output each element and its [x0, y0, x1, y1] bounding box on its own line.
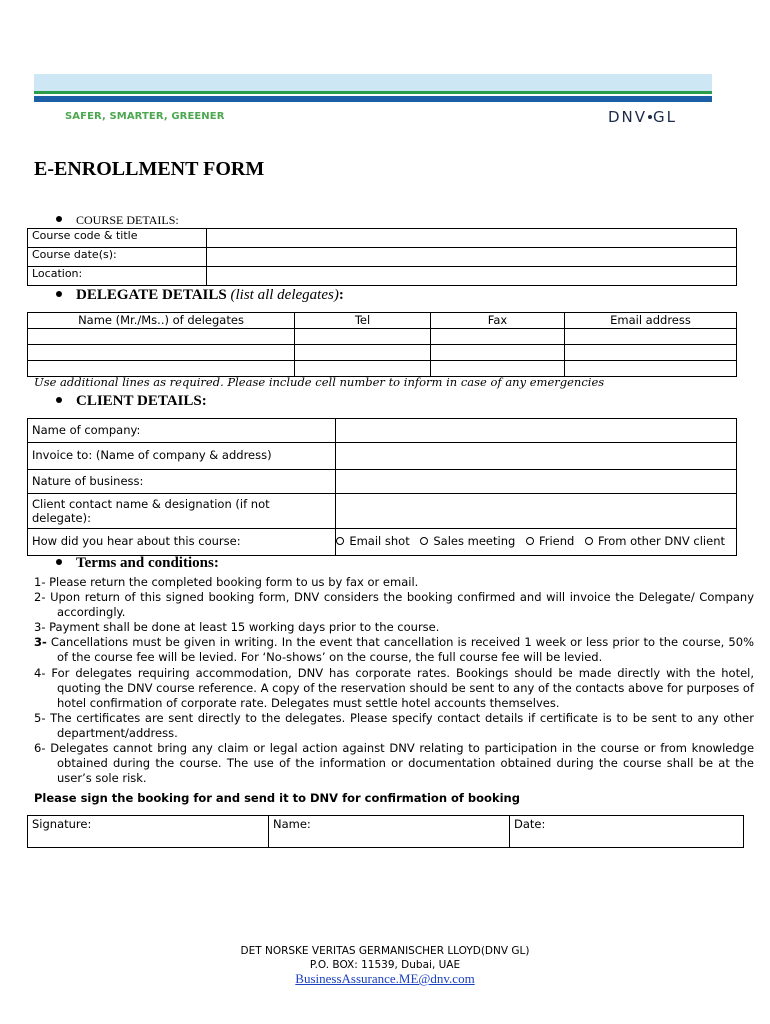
term-text: Please return the completed booking form to us by fax or email.	[49, 575, 419, 589]
delegate-heading-colon: :	[338, 287, 344, 303]
terms-heading	[56, 555, 219, 572]
nature-of-business-field[interactable]	[336, 470, 737, 494]
radio-icon	[336, 537, 344, 545]
delegate-fax-cell[interactable]	[431, 329, 565, 345]
term-number: 3-	[34, 620, 46, 635]
radio-icon	[420, 537, 428, 545]
option-label: Friend	[538, 534, 575, 548]
logo-dot	[648, 115, 652, 119]
header-band-blue	[34, 96, 712, 102]
table-row	[28, 529, 737, 556]
table-row	[28, 329, 737, 345]
list-item	[34, 666, 754, 711]
table-row	[28, 248, 737, 267]
option-email-shot[interactable]	[336, 534, 409, 548]
delegate-name-cell[interactable]	[28, 345, 295, 361]
bullet-icon	[56, 216, 62, 222]
signature-label: Signature:	[32, 817, 92, 831]
option-friend[interactable]	[526, 534, 574, 548]
course-code-label: Course code & title	[28, 229, 207, 248]
col-email-header: Email address	[565, 313, 737, 329]
company-name-label: Name of company:	[28, 419, 336, 443]
terms-list	[34, 575, 754, 786]
client-contact-field[interactable]	[336, 494, 737, 529]
table-row	[28, 419, 737, 443]
col-tel-header: Tel	[295, 313, 431, 329]
delegate-email-cell[interactable]	[565, 345, 737, 361]
option-label: From other DNV client	[597, 534, 725, 548]
term-text: Upon return of this signed booking form, DNV considers the booking confirmed and will invoice the Delegate/ Company accordingly.	[50, 590, 755, 620]
dnv-gl-logo	[608, 108, 677, 126]
bullet-icon	[56, 397, 62, 403]
term-number: 4-	[34, 665, 46, 680]
delegate-heading-text: DELEGATE DETAILS	[76, 287, 227, 303]
name-field[interactable]	[269, 816, 510, 848]
signature-table	[27, 815, 744, 848]
bullet-icon	[56, 559, 62, 565]
list-item	[34, 635, 754, 665]
table-row	[28, 267, 737, 286]
logo-right: GL	[653, 108, 678, 126]
course-details-table	[27, 228, 737, 286]
location-field[interactable]	[207, 267, 737, 286]
delegate-table	[27, 312, 737, 377]
slogan: SAFER, SMARTER, GREENER	[65, 111, 225, 122]
page-title: E-ENROLLMENT FORM	[34, 158, 265, 180]
delegate-tel-cell[interactable]	[295, 345, 431, 361]
client-heading-text: CLIENT DETAILS:	[76, 393, 207, 409]
delegate-name-cell[interactable]	[28, 329, 295, 345]
term-text: For delegates requiring accommodation, DNV has corporate rates. Bookings should be made directly with the hotel, quoting the DNV course reference. A copy of the reservation should be sent to any of the contacts above for purposes of hotel confirmation of corporate rate. Delegates must settle hotel accounts themselves.	[51, 665, 755, 710]
course-heading-text: COURSE DETAILS:	[76, 213, 179, 227]
term-text: Payment shall be done at least 15 working days prior to the course.	[49, 620, 440, 635]
nature-of-business-label: Nature of business:	[28, 470, 336, 494]
delegate-details-heading	[56, 287, 344, 304]
delegate-note: Use additional lines as required. Please include cell number to inform in case of any emergencies	[34, 375, 605, 389]
course-dates-field[interactable]	[207, 248, 737, 267]
invoice-to-field[interactable]	[336, 443, 737, 470]
table-row	[28, 816, 744, 848]
list-item	[34, 575, 754, 590]
term-number: 1-	[34, 575, 46, 589]
course-details-heading	[56, 213, 179, 228]
bullet-icon	[56, 291, 62, 297]
term-text: The certificates are sent directly to the delegates. Please specify contact details if certificate is to be sent to any other department/address.	[50, 710, 754, 740]
table-row	[28, 443, 737, 470]
signature-field[interactable]	[28, 816, 269, 848]
table-row	[28, 494, 737, 529]
list-item	[34, 741, 754, 786]
footer-company: DET NORSKE VERITAS GERMANISCHER LLOYD(DNV GL)	[240, 945, 530, 957]
term-text: Delegates cannot bring any claim or legal action against DNV relating to participation in the course or from knowledge obtained during the course. The use of the information or documentation obtained during the course shall be at the user’s sole risk.	[50, 741, 755, 786]
terms-heading-text: Terms and conditions:	[76, 555, 219, 571]
term-number: 3-	[34, 635, 47, 650]
footer	[0, 944, 770, 986]
list-item	[34, 711, 754, 741]
course-dates-label: Course date(s):	[28, 248, 207, 267]
client-contact-label: Client contact name & designation (if not delegate):	[28, 494, 336, 529]
company-name-field[interactable]	[336, 419, 737, 443]
hear-about-options	[336, 529, 737, 556]
header-band-green	[34, 91, 712, 94]
term-number: 2-	[34, 590, 46, 605]
delegate-tel-cell[interactable]	[295, 329, 431, 345]
table-header-row	[28, 313, 737, 329]
option-sales-meeting[interactable]	[420, 534, 515, 548]
footer-address: P.O. BOX: 11539, Dubai, UAE	[309, 959, 461, 971]
invoice-to-label: Invoice to: (Name of company & address)	[28, 443, 336, 470]
col-fax-header: Fax	[431, 313, 565, 329]
course-code-field[interactable]	[207, 229, 737, 248]
client-details-heading	[56, 393, 207, 410]
delegate-fax-cell[interactable]	[431, 345, 565, 361]
term-text: Cancellations must be given in writing. In the event that cancellation is received 1 week or less prior to the course, 50% of the course fee will be levied. For ‘No-shows’ on the course, the full course fee will be levied.	[50, 635, 754, 665]
option-label: Email shot	[349, 534, 410, 548]
radio-icon	[585, 537, 593, 545]
delegate-email-cell[interactable]	[565, 329, 737, 345]
location-label: Location:	[28, 267, 207, 286]
name-label: Name:	[273, 817, 311, 831]
date-field[interactable]	[510, 816, 744, 848]
col-name-header: Name (Mr./Ms..) of delegates	[28, 313, 295, 329]
delegate-heading-note: (list all delegates)	[230, 287, 339, 303]
logo-left: DNV	[608, 108, 648, 126]
header-band-light	[34, 74, 712, 91]
table-row	[28, 470, 737, 494]
table-row	[28, 229, 737, 248]
table-row	[28, 345, 737, 361]
radio-icon	[526, 537, 534, 545]
client-table	[27, 418, 737, 556]
footer-email-link[interactable]: BusinessAssurance.ME@dnv.com	[295, 971, 475, 986]
sign-instruction: Please sign the booking for and send it to DNV for confirmation of booking	[34, 791, 520, 805]
option-label: Sales meeting	[433, 534, 516, 548]
term-number: 5-	[34, 710, 46, 725]
term-number: 6-	[34, 741, 46, 756]
list-item	[34, 620, 754, 635]
hear-about-label: How did you hear about this course:	[28, 529, 336, 556]
option-other-client[interactable]	[585, 534, 725, 548]
list-item	[34, 590, 754, 620]
date-label: Date:	[514, 817, 546, 831]
